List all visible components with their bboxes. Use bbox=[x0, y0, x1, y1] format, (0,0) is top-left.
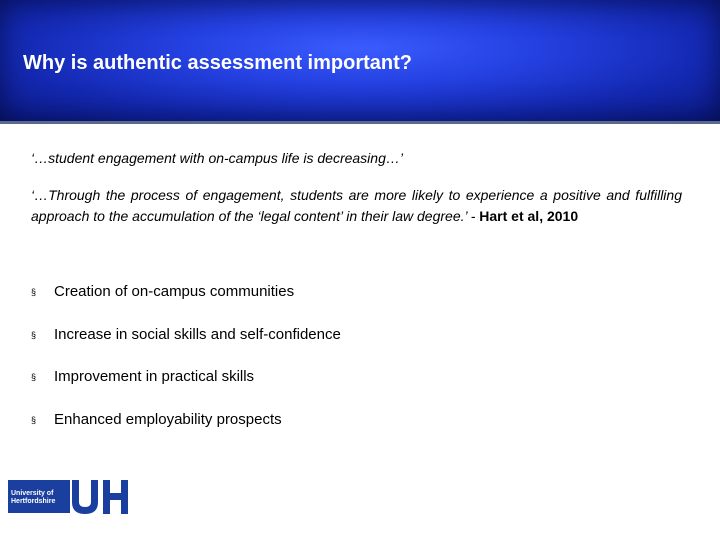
bullet-icon: § bbox=[31, 372, 37, 382]
bullet-icon: § bbox=[31, 329, 37, 340]
bullet-text: Creation of on-campus communities bbox=[54, 283, 295, 300]
uh-logo-icon bbox=[72, 480, 132, 516]
slide-content bbox=[31, 148, 682, 227]
bullet-text: Enhanced employability prospects bbox=[54, 410, 282, 428]
list-item bbox=[31, 283, 341, 301]
list-item bbox=[31, 326, 341, 344]
quote-hart-text: ‘…Through the process of engagement, students are more likely to experience a positive and fulfilling approach to the accumulation of the ‘legal content’ in their law degree.’ - bbox=[31, 187, 682, 224]
logo-wordmark: University of Hertfordshire bbox=[11, 490, 56, 505]
benefits-list bbox=[31, 283, 341, 453]
list-item bbox=[31, 368, 341, 386]
quote-citation: Hart et al, 2010 bbox=[479, 208, 579, 224]
title-bar bbox=[0, 0, 720, 124]
bullet-icon: § bbox=[31, 287, 37, 297]
bullet-icon: § bbox=[31, 414, 37, 425]
list-item bbox=[31, 411, 341, 429]
logo-wordmark-box bbox=[8, 480, 70, 513]
university-logo bbox=[8, 480, 133, 516]
quote-engagement: ‘…student engagement with on-campus life is decreasing…’ bbox=[31, 150, 403, 166]
bullet-text: Increase in social skills and self-confidence bbox=[54, 325, 341, 343]
slide-title: Why is authentic assessment important? bbox=[23, 52, 412, 74]
bullet-text: Improvement in practical skills bbox=[54, 368, 255, 385]
quote-hart bbox=[31, 185, 682, 227]
